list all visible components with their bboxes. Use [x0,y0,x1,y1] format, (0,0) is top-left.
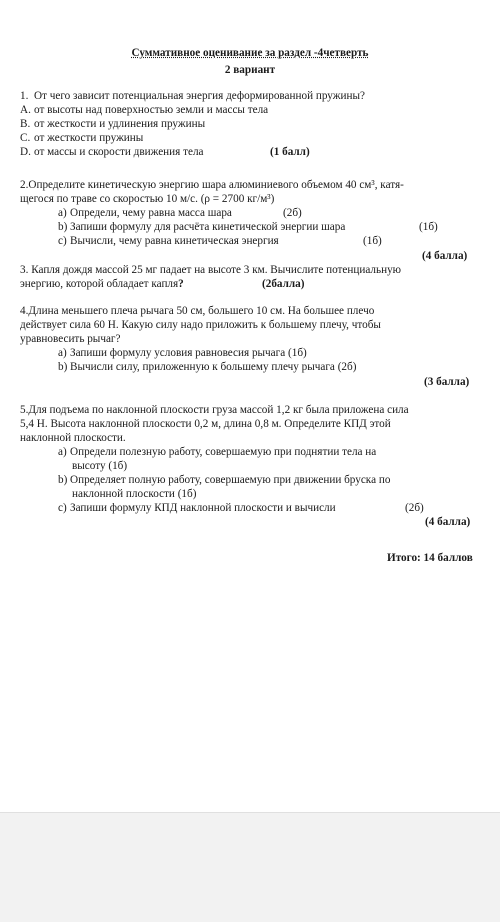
q3-question-line2: энергию, которой обладает капля? [20,278,184,290]
total-score: Итого: 14 баллов [387,552,473,564]
doc-title: Суммативное оценивание за раздел -4четверть [131,47,369,59]
q1-option-d: D. от массы и скорости движения тела [20,146,204,158]
q5-item-c: c) Запиши формулу КПД наклонной плоскости и вычисли [58,502,336,514]
q1-question: 1. От чего зависит потенциальная энергия деформированной пружины? [20,90,365,102]
q2-item-a: a) Определи, чему равна масса шара [58,207,232,219]
q2-item-c-points: (1б) [363,235,382,247]
q4-score: (3 балла) [424,376,470,388]
q2-item-a-points: (2б) [283,207,302,219]
page-footer-area [0,812,500,922]
q1-score: (1 балл) [270,146,310,158]
q4-question-line2: действует сила 60 Н. Какую силу надо приложить к большему плечу, чтобы [20,319,381,331]
q2-item-b-points: (1б) [419,221,438,233]
q4-item-b: b) Вычисли силу, приложенную к большему плечу рычага (2б) [58,361,357,373]
q5-item-b-cont: наклонной плоскости (1б) [72,488,197,500]
q2-question-line2: щегося по траве со скоростью 10 м/с. (ρ = 2700 кг/м³) [20,193,275,205]
q2-item-c: c) Вычисли, чему равна кинетическая энергия [58,235,279,247]
q1-option-c: C. от жесткости пружины [20,132,144,144]
q5-item-a: a) Определи полезную работу, совершаемую при поднятии тела на [58,446,377,458]
q3-score: (2балла) [262,278,305,290]
q4-item-a: a) Запиши формулу условия равновесия рычага (1б) [58,347,307,359]
q3-question-line1: 3. Капля дождя массой 25 мг падает на высоте 3 км. Вычислите потенциальную [20,264,402,276]
q2-question-line1: 2.Определите кинетическую энергию шара алюминиевого объемом 40 см³, катя- [20,179,404,191]
q2-score: (4 балла) [422,250,468,262]
q5-item-c-points: (2б) [405,502,424,514]
q5-question-line1: 5.Для подъема по наклонной плоскости груза массой 1,2 кг была приложена сила [20,404,409,416]
q5-item-a-cont: высоту (1б) [72,460,128,472]
q4-question-line3: уравновесить рычаг? [20,333,121,345]
q5-question-line3: наклонной плоскости. [20,432,126,444]
q5-item-b: b) Определяет полную работу, совершаемую при движении бруска по [58,474,391,486]
q5-question-line2: 5,4 Н. Высота наклонной плоскости 0,2 м, длина 0,8 м. Определите КПД этой [20,418,391,430]
q5-score: (4 балла) [425,516,471,528]
variant-label: 2 вариант [224,64,276,76]
q1-option-b: B. от жесткости и удлинения пружины [20,118,206,130]
q1-option-a: A. от высоты над поверхностью земли и массы тела [20,104,269,116]
q2-item-b: b) Запиши формулу для расчёта кинетической энергии шара [58,221,346,233]
q4-question-line1: 4.Длина меньшего плеча рычага 50 см, большего 10 см. На большее плечо [20,305,375,317]
